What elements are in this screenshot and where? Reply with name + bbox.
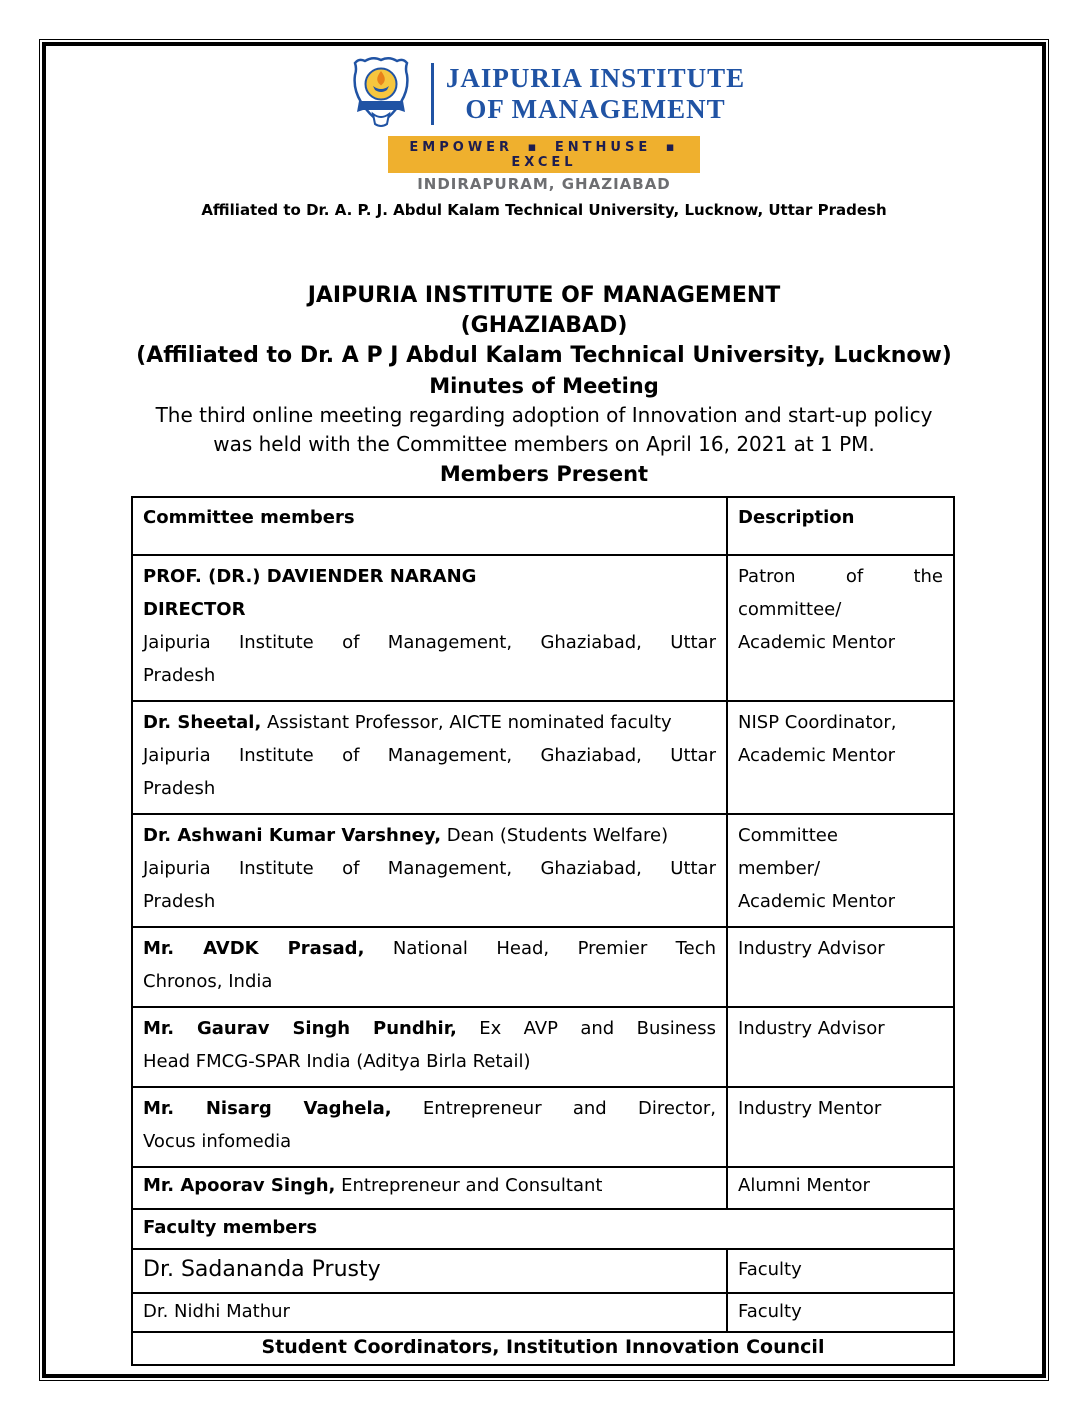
member-org-line2: Pradesh	[143, 891, 216, 912]
description-line: Academic Mentor	[738, 745, 896, 766]
member-title-line	[143, 819, 716, 852]
institute-name-line1: JAIPURIA INSTITUTE	[445, 63, 746, 93]
member-org-line1: Jaipuria Institute of Management, Ghaziabad, Uttar	[143, 745, 716, 766]
logo-row	[46, 54, 1042, 134]
member-role: Entrepreneur and Director,	[391, 1098, 716, 1119]
description-line: NISP Coordinator,	[738, 712, 897, 733]
member-role-line2: Chronos, India	[143, 971, 273, 992]
tagline-banner: EMPOWER ▪ ENTHUSE ▪ EXCEL	[388, 136, 700, 173]
member-org-line2: Pradesh	[143, 665, 216, 686]
doc-title-affiliation: (Affiliated to Dr. A P J Abdul Kalam Technical University, Lucknow)	[136, 343, 952, 368]
description-line: Academic Mentor	[738, 891, 896, 912]
member-cell	[132, 927, 727, 1007]
institute-name-line2: OF MANAGEMENT	[465, 94, 726, 124]
member-title-line	[143, 932, 716, 965]
member-role: Assistant Professor, AICTE nominated faculty	[261, 712, 672, 733]
description-cell: Faculty	[727, 1293, 954, 1332]
description-line: Alumni Mentor	[738, 1175, 870, 1196]
description-cell	[727, 1087, 954, 1167]
table-row	[132, 1293, 954, 1332]
members-present-heading: Members Present	[439, 462, 649, 486]
description-line: Industry Mentor	[738, 1098, 882, 1119]
campus-location: INDIRAPURAM, GHAZIABAD	[417, 175, 671, 193]
member-designation: DIRECTOR	[143, 599, 246, 620]
institute-crest-logo	[343, 54, 419, 134]
member-title-line	[143, 1012, 716, 1045]
faculty-section-label: Faculty members	[132, 1209, 954, 1249]
description-line: Academic Mentor	[738, 632, 896, 653]
document-page-frame	[42, 42, 1046, 1378]
description-cell	[727, 1007, 954, 1087]
description-cell	[727, 1167, 954, 1209]
member-name: Dr. Ashwani Kumar Varshney,	[143, 825, 442, 846]
member-role: National Head, Premier Tech	[364, 938, 716, 959]
description-cell	[727, 701, 954, 814]
member-cell	[132, 701, 727, 814]
table-row	[132, 814, 954, 927]
member-role: Ex AVP and Business	[456, 1018, 716, 1039]
members-present-table	[131, 496, 955, 1366]
member-cell	[132, 1087, 727, 1167]
member-org-line1: Jaipuria Institute of Management, Ghaziabad, Uttar	[143, 858, 716, 879]
institute-name	[446, 63, 745, 125]
faculty-name: Dr. Sadananda Prusty	[132, 1249, 727, 1293]
description-line: committee/	[738, 599, 842, 620]
member-role: Dean (Students Welfare)	[441, 825, 669, 846]
table-row	[132, 1087, 954, 1167]
member-role-line2: Head FMCG-SPAR India (Aditya Birla Retail)	[143, 1051, 531, 1072]
meeting-intro-paragraph: The third online meeting regarding adoption of Innovation and start-up policy was held with the Committee members on April 16, 2021 at 1 PM.	[155, 403, 933, 456]
member-name: Mr. Gaurav Singh Pundhir,	[143, 1018, 457, 1039]
member-cell	[132, 814, 727, 927]
description-line: Industry Advisor	[738, 938, 885, 959]
student-coordinators-label: Student Coordinators, Institution Innovation Council	[132, 1332, 954, 1365]
doc-title-city: (GHAZIABAD)	[460, 313, 628, 338]
member-org-line2: Pradesh	[143, 778, 216, 799]
member-title-line	[143, 1170, 716, 1202]
header-description: Description	[727, 497, 954, 555]
title-block	[46, 281, 1042, 489]
member-cell	[132, 555, 727, 701]
affiliation-line: Affiliated to Dr. A. P. J. Abdul Kalam Technical University, Lucknow, Uttar Pradesh	[201, 201, 887, 219]
description-line: Committee	[738, 825, 838, 846]
faculty-name: Dr. Nidhi Mathur	[132, 1293, 727, 1332]
faculty-section-row	[132, 1209, 954, 1249]
institute-logo-block	[46, 54, 1042, 219]
table-row	[132, 1249, 954, 1293]
member-name: Dr. Sheetal,	[143, 712, 262, 733]
member-name: Mr. Nisarg Vaghela,	[143, 1098, 392, 1119]
logo-divider	[431, 63, 434, 125]
table-row	[132, 1167, 954, 1209]
table-row	[132, 555, 954, 701]
description-line: Patron of the	[738, 566, 943, 587]
description-line: member/	[738, 858, 821, 879]
table-row	[132, 701, 954, 814]
member-name: Mr. AVDK Prasad,	[143, 938, 365, 959]
student-coordinators-row	[132, 1332, 954, 1365]
description-cell	[727, 814, 954, 927]
table-row	[132, 927, 954, 1007]
doc-title-institute: JAIPURIA INSTITUTE OF MANAGEMENT	[307, 283, 781, 308]
description-cell	[727, 927, 954, 1007]
description-cell: Faculty	[727, 1249, 954, 1293]
member-cell	[132, 1167, 727, 1209]
member-title-line	[143, 1092, 716, 1125]
header-committee-members: Committee members	[132, 497, 727, 555]
member-name: PROF. (DR.) DAVIENDER NARANG	[143, 566, 477, 587]
member-cell	[132, 1007, 727, 1087]
member-role-line2: Vocus infomedia	[143, 1131, 292, 1152]
member-title-line	[143, 706, 716, 739]
doc-title-minutes: Minutes of Meeting	[429, 374, 659, 398]
member-role: Entrepreneur and Consultant	[335, 1175, 603, 1196]
description-line: Industry Advisor	[738, 1018, 885, 1039]
member-name: Mr. Apoorav Singh,	[143, 1175, 336, 1196]
member-org-line1: Jaipuria Institute of Management, Ghaziabad, Uttar	[143, 632, 716, 653]
description-cell	[727, 555, 954, 701]
table-row	[132, 1007, 954, 1087]
table-header-row	[132, 497, 954, 555]
